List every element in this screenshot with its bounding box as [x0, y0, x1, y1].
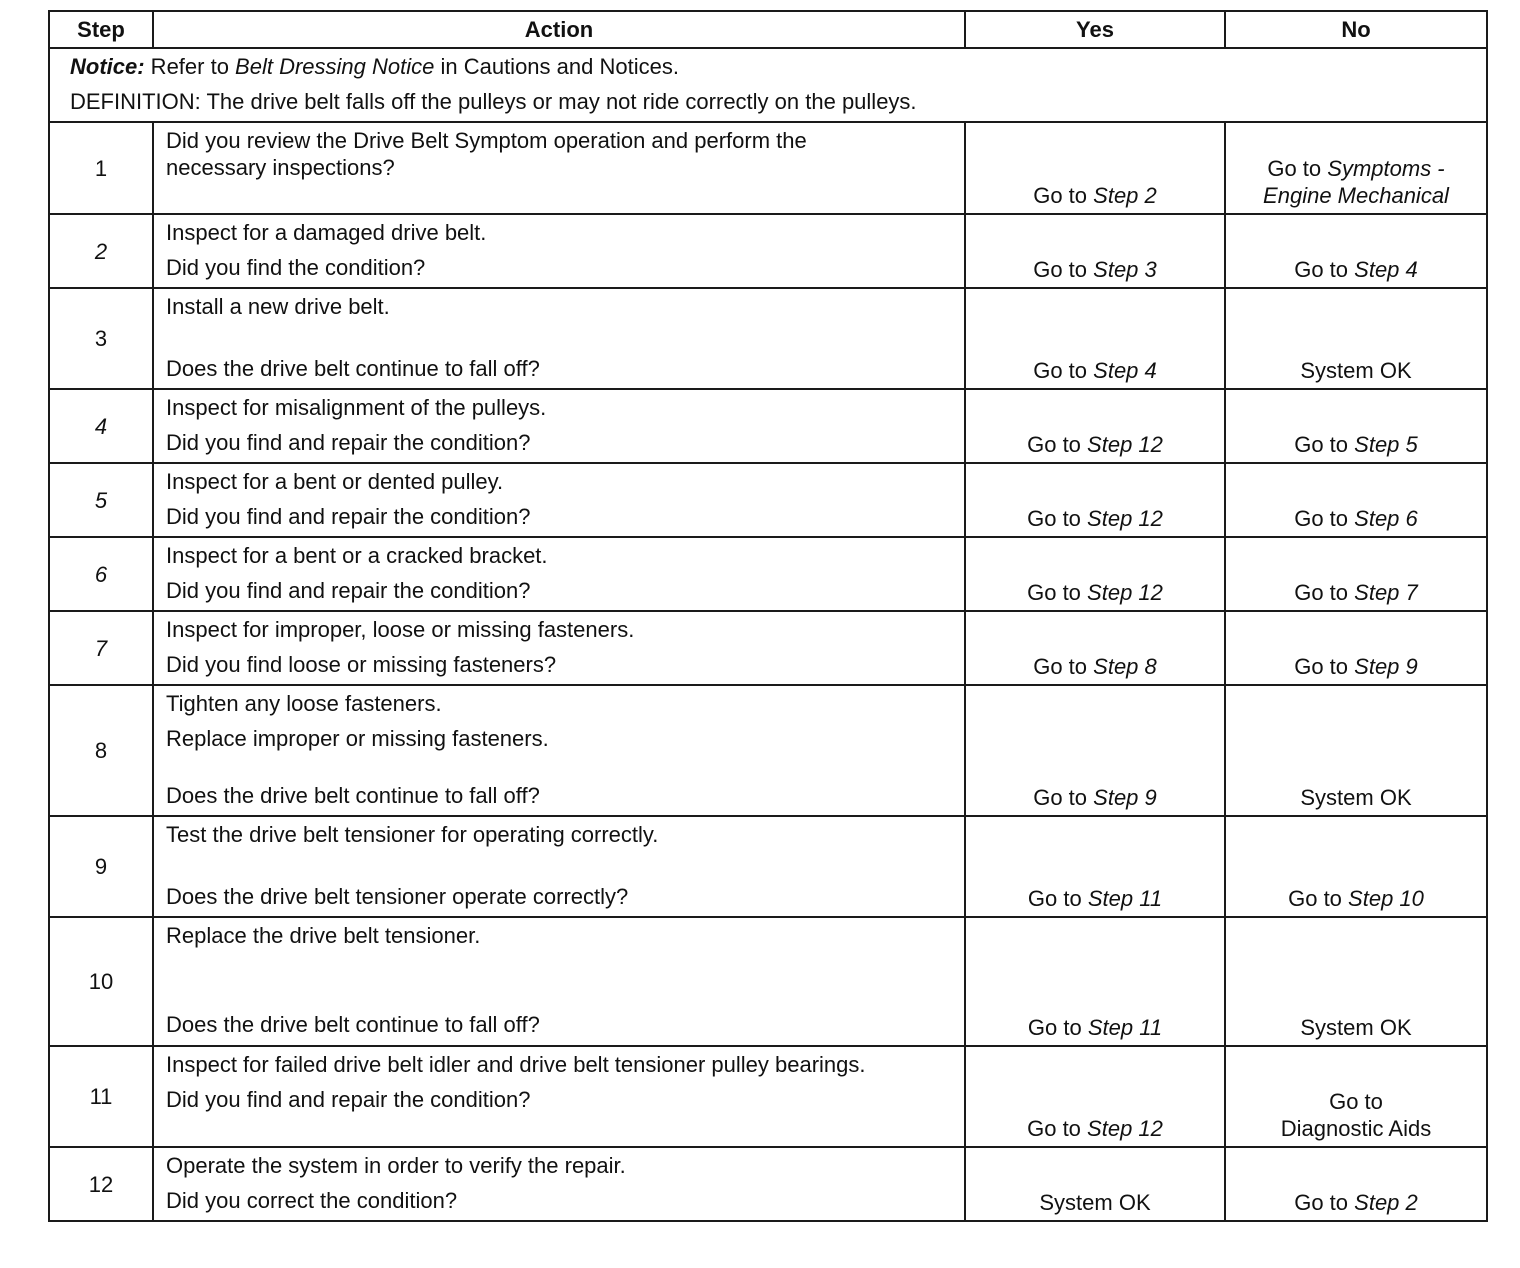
action-question: Does the drive belt tensioner operate correctly?	[166, 884, 629, 909]
yes-target: Step 12	[1087, 1116, 1163, 1141]
no-target: Step 2	[1354, 1190, 1418, 1215]
no-cell	[1225, 214, 1487, 288]
action-question: Did you find and repair the condition?	[166, 430, 531, 455]
no-target: Step 9	[1354, 654, 1418, 679]
yes-target: Step 11	[1087, 1015, 1163, 1040]
definition-text: DEFINITION: The drive belt falls off the pulleys or may not ride correctly on the pulleys.	[70, 89, 917, 114]
action-text: Replace improper or missing fasteners.	[166, 726, 549, 751]
step-number: 8	[49, 685, 153, 816]
no-result: System OK	[1300, 358, 1412, 383]
step-number: 5	[49, 463, 153, 537]
action-question: Does the drive belt continue to fall off?	[166, 356, 540, 381]
step-number: 9	[49, 816, 153, 917]
action-text: Replace the drive belt tensioner.	[166, 923, 481, 948]
no-cell	[1225, 389, 1487, 463]
action-cell	[153, 463, 965, 537]
table-row	[49, 816, 1487, 917]
yes-target: Step 3	[1093, 257, 1157, 282]
step-number: 4	[49, 389, 153, 463]
table-row	[49, 122, 1487, 214]
action-question: Did you correct the condition?	[166, 1188, 458, 1213]
no-target: Step 5	[1354, 432, 1418, 457]
notice-text-after: in Cautions and Notices.	[434, 54, 679, 79]
action-text: Did you review the Drive Belt Symptom operation and perform the necessary inspections?	[166, 128, 807, 180]
table-row	[49, 214, 1487, 288]
action-question: Did you find and repair the condition?	[166, 504, 531, 529]
action-cell	[153, 389, 965, 463]
no-cell	[1225, 816, 1487, 917]
notice-reference: Belt Dressing Notice	[235, 54, 435, 79]
table-row	[49, 288, 1487, 389]
action-cell	[153, 214, 965, 288]
no-cell	[1225, 1046, 1487, 1147]
action-text: Tighten any loose fasteners.	[166, 691, 442, 716]
notice-row	[49, 48, 1487, 122]
table-row	[49, 917, 1487, 1046]
action-cell	[153, 288, 965, 389]
action-cell	[153, 537, 965, 611]
yes-target: Step 2	[1093, 183, 1157, 208]
action-text: Inspect for a bent or dented pulley.	[166, 469, 504, 494]
no-target: Step 6	[1354, 506, 1418, 531]
yes-target: Step 4	[1093, 358, 1157, 383]
table-row	[49, 389, 1487, 463]
table-row	[49, 463, 1487, 537]
action-question: Did you find and repair the condition?	[166, 1087, 531, 1112]
no-cell	[1225, 122, 1487, 214]
action-question: Does the drive belt continue to fall off?	[166, 1012, 540, 1037]
no-cell	[1225, 1147, 1487, 1221]
action-text: Inspect for failed drive belt idler and drive belt tensioner pulley bearings.	[166, 1052, 866, 1077]
yes-go-to: Go to	[1033, 183, 1088, 208]
yes-cell	[965, 917, 1225, 1046]
step-number: 12	[49, 1147, 153, 1221]
action-cell	[153, 917, 965, 1046]
yes-cell	[965, 816, 1225, 917]
action-question: Did you find the condition?	[166, 255, 426, 280]
yes-go-to: Go to	[1033, 358, 1088, 383]
action-text: Inspect for improper, loose or missing fasteners.	[166, 617, 635, 642]
no-target-line2: Diagnostic Aids	[1280, 1116, 1432, 1141]
no-cell	[1225, 611, 1487, 685]
yes-cell	[965, 122, 1225, 214]
table-row	[49, 685, 1487, 816]
yes-target: Step 11	[1087, 886, 1163, 911]
no-go-to: Go to	[1267, 156, 1322, 181]
action-text: Inspect for a bent or a cracked bracket.	[166, 543, 548, 568]
no-cell	[1225, 917, 1487, 1046]
no-target-line2: Engine Mechanical	[1263, 183, 1449, 208]
header-yes: Yes	[965, 11, 1225, 48]
no-cell	[1225, 685, 1487, 816]
yes-go-to: Go to	[1027, 1015, 1082, 1040]
yes-target: Step 12	[1087, 506, 1163, 531]
yes-go-to: Go to	[1033, 654, 1088, 679]
action-cell	[153, 685, 965, 816]
yes-target: Step 9	[1093, 785, 1157, 810]
action-cell	[153, 816, 965, 917]
step-number: 6	[49, 537, 153, 611]
yes-go-to: Go to	[1027, 886, 1082, 911]
no-target: Step 7	[1354, 580, 1418, 605]
notice-line	[70, 53, 1466, 80]
action-text: Operate the system in order to verify the repair.	[166, 1153, 626, 1178]
action-question: Did you find loose or missing fasteners?	[166, 652, 557, 677]
action-cell	[153, 1046, 965, 1147]
no-cell	[1225, 288, 1487, 389]
yes-cell	[965, 389, 1225, 463]
table-row	[49, 537, 1487, 611]
no-result: System OK	[1300, 785, 1412, 810]
yes-cell	[965, 288, 1225, 389]
no-go-to: Go to	[1294, 506, 1349, 531]
no-go-to: Go to	[1294, 257, 1349, 282]
diagnostic-table	[48, 10, 1488, 1222]
step-number: 3	[49, 288, 153, 389]
action-cell	[153, 611, 965, 685]
no-go-to: Go to	[1294, 580, 1349, 605]
yes-target: Step 8	[1093, 654, 1157, 679]
yes-cell	[965, 685, 1225, 816]
action-text: Inspect for misalignment of the pulleys.	[166, 395, 547, 420]
header-action: Action	[153, 11, 965, 48]
no-result: System OK	[1300, 1015, 1412, 1040]
yes-go-to: Go to	[1027, 506, 1081, 531]
step-number: 2	[49, 214, 153, 288]
yes-cell	[965, 1046, 1225, 1147]
yes-go-to: Go to	[1027, 580, 1081, 605]
header-step: Step	[49, 11, 153, 48]
no-cell	[1225, 463, 1487, 537]
yes-go-to: Go to	[1033, 785, 1088, 810]
yes-cell	[965, 1147, 1225, 1221]
table-row	[49, 1147, 1487, 1221]
no-go-to: Go to	[1288, 886, 1342, 911]
yes-result: System OK	[1039, 1190, 1151, 1215]
header-no: No	[1225, 11, 1487, 48]
yes-cell	[965, 611, 1225, 685]
no-go-to: Go to	[1294, 654, 1349, 679]
notice-label: Notice:	[70, 54, 145, 79]
action-question: Did you find and repair the condition?	[166, 578, 531, 603]
action-text: Install a new drive belt.	[166, 294, 390, 319]
notice-cell	[49, 48, 1487, 122]
no-go-to: Go to	[1294, 432, 1349, 457]
action-question: Does the drive belt continue to fall off?	[166, 783, 540, 808]
no-target: Step 4	[1354, 257, 1418, 282]
yes-cell	[965, 463, 1225, 537]
yes-target: Step 12	[1087, 432, 1163, 457]
no-target: Step 10	[1348, 886, 1424, 911]
no-cell	[1225, 537, 1487, 611]
yes-go-to: Go to	[1033, 257, 1088, 282]
no-target-line1: Go to	[1329, 1089, 1383, 1114]
no-target-line1: Symptoms -	[1327, 156, 1445, 181]
header-row	[49, 11, 1487, 48]
yes-go-to: Go to	[1027, 432, 1081, 457]
yes-cell	[965, 537, 1225, 611]
yes-target: Step 12	[1087, 580, 1163, 605]
action-text: Inspect for a damaged drive belt.	[166, 220, 487, 245]
step-number: 10	[49, 917, 153, 1046]
yes-cell	[965, 214, 1225, 288]
notice-text-before: Refer to	[144, 54, 236, 79]
action-cell	[153, 1147, 965, 1221]
step-number: 7	[49, 611, 153, 685]
step-number: 1	[49, 122, 153, 214]
yes-go-to: Go to	[1027, 1116, 1081, 1141]
table-row	[49, 1046, 1487, 1147]
table-row	[49, 611, 1487, 685]
action-cell	[153, 122, 965, 214]
no-go-to: Go to	[1294, 1190, 1349, 1215]
step-number: 11	[49, 1046, 153, 1147]
action-text: Test the drive belt tensioner for operating correctly.	[166, 822, 659, 847]
